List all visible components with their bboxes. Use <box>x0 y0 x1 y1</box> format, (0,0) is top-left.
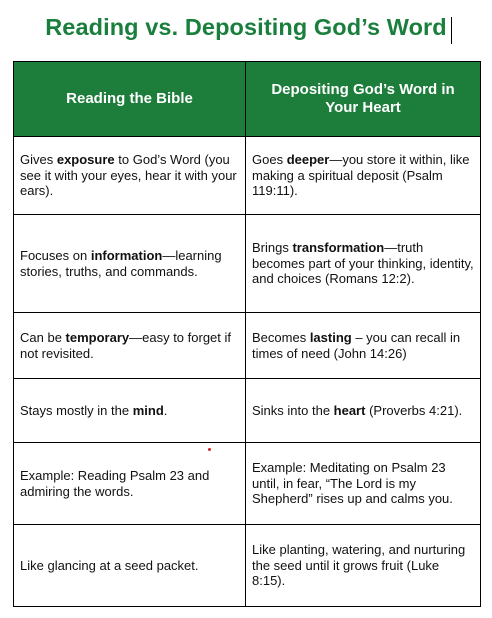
cell-reading: Can be temporary—easy to forget if not revisited. <box>14 313 246 379</box>
comparison-table <box>13 61 481 607</box>
header-reading-the-bible: Reading the Bible <box>14 62 246 137</box>
cell-reading: Stays mostly in the mind. <box>14 379 246 443</box>
cell-depositing: Becomes lasting – you can recall in times of need (John 14:26) <box>246 313 481 379</box>
table-row <box>14 313 481 379</box>
page-title: Reading vs. Depositing God’s Word <box>45 14 447 40</box>
table-row <box>14 137 481 215</box>
table-row <box>14 443 481 525</box>
cell-depositing: Example: Meditating on Psalm 23 until, in fear, “The Lord is my Shepherd” rises up and calms you. <box>246 443 481 525</box>
cell-depositing: Sinks into the heart (Proverbs 4:21). <box>246 379 481 443</box>
cell-reading: Example: Reading Psalm 23 and admiring the words. <box>14 443 246 525</box>
table-row <box>14 379 481 443</box>
red-dot-mark <box>208 448 211 451</box>
cell-depositing: Goes deeper—you store it within, like making a spiritual deposit (Psalm 119:11). <box>246 137 481 215</box>
table-header-row <box>14 62 481 137</box>
table-row <box>14 215 481 313</box>
cell-reading: Gives exposure to God’s Word (you see it with your eyes, hear it with your ears). <box>14 137 246 215</box>
cell-reading: Like glancing at a seed packet. <box>14 525 246 607</box>
header-depositing-gods-word: Depositing God’s Word in Your Heart <box>246 62 481 137</box>
cell-reading: Focuses on information—learning stories, truths, and commands. <box>14 215 246 313</box>
cell-depositing: Like planting, watering, and nurturing the seed until it grows fruit (Luke 8:15). <box>246 525 481 607</box>
table-row <box>14 525 481 607</box>
cell-depositing: Brings transformation—truth becomes part of your thinking, identity, and choices (Romans 12:2). <box>246 215 481 313</box>
text-cursor <box>451 17 452 44</box>
